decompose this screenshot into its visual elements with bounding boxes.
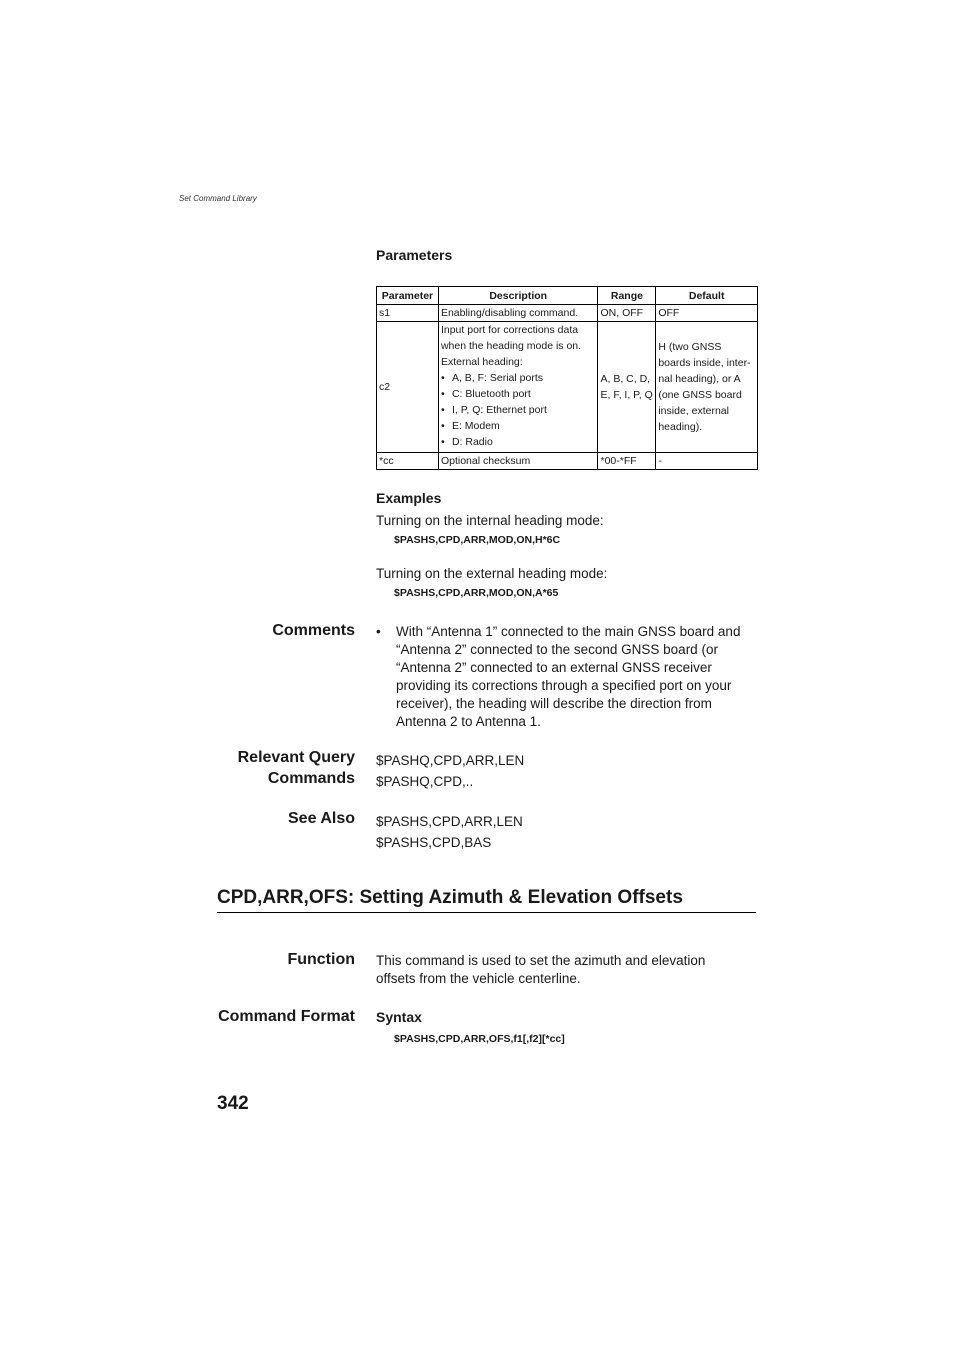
comment-line: Antenna 2 to Antenna 1.	[396, 714, 541, 729]
function-text	[376, 952, 756, 988]
table-row	[377, 305, 758, 322]
list-item: • C: Bluetooth port	[441, 386, 596, 402]
desc-line: External heading:	[440, 356, 523, 368]
page-number: 342	[217, 1093, 249, 1114]
comments-heading: Comments	[272, 622, 355, 639]
function-line: offsets from the vehicle centerline.	[376, 971, 581, 986]
function-line: This command is used to set the azimuth and elevation	[376, 953, 706, 968]
table-header-row	[377, 287, 758, 305]
range-cell	[598, 322, 656, 453]
param-cell: c2	[377, 322, 439, 453]
desc-cell	[438, 322, 598, 453]
default-line: H (two GNSS	[658, 341, 722, 353]
relevant-query-heading-line: Relevant Query	[237, 749, 355, 766]
list-item: • E: Modem	[441, 418, 596, 434]
example-text: Turning on the external heading mode:	[376, 566, 608, 581]
section-title: CPD,ARR,OFS: Setting Azimuth & Elevation Offsets	[217, 887, 756, 913]
default-line: boards inside, inter-	[658, 357, 751, 369]
see-also-list	[376, 811, 523, 853]
comment-text	[396, 623, 766, 731]
relevant-query-heading-line: Commands	[267, 770, 355, 787]
command-format-heading: Command Format	[218, 1008, 355, 1025]
list-item: $PASHQ,CPD,..	[376, 774, 474, 789]
range-line: E, F, I, P, Q	[600, 389, 653, 401]
see-also-heading: See Also	[288, 810, 355, 827]
desc-cell: Enabling/disabling command.	[438, 305, 598, 322]
parameters-table	[376, 286, 758, 470]
list-item: • I, P, Q: Ethernet port	[441, 402, 596, 418]
desc-cell: Optional checksum	[438, 453, 598, 470]
relevant-query-list	[376, 750, 524, 792]
examples-heading: Examples	[376, 490, 442, 506]
list-item: • A, B, F: Serial ports	[441, 370, 596, 386]
table-row	[377, 453, 758, 470]
port-list	[441, 370, 596, 450]
table-row	[377, 322, 758, 453]
desc-line: Input port for corrections data	[440, 324, 579, 336]
function-heading: Function	[287, 951, 355, 968]
column-header: Description	[438, 287, 598, 305]
example-code: $PASHS,CPD,ARR,MOD,ON,A*65	[394, 587, 559, 599]
syntax-code: $PASHS,CPD,ARR,OFS,f1[,f2][*cc]	[394, 1033, 565, 1045]
comment-line: “Antenna 2” connected to an external GNSS receiver	[396, 660, 712, 675]
param-cell: s1	[377, 305, 439, 322]
comment-line: providing its corrections through a specified port on your	[396, 678, 732, 693]
comment-line: “Antenna 2” connected to the second GNSS board (or	[396, 642, 718, 657]
relevant-query-heading	[175, 747, 355, 789]
comment-line: receiver), the heading will describe the direction from	[396, 696, 712, 711]
range-line: A, B, C, D,	[600, 373, 651, 385]
list-item: • D: Radio	[441, 434, 596, 450]
running-header: Set Command Library	[179, 194, 257, 203]
default-cell	[656, 322, 758, 453]
default-line: (one GNSS board	[658, 389, 742, 401]
parameters-heading: Parameters	[376, 247, 453, 263]
comment-line: With “Antenna 1” connected to the main GNSS board and	[396, 624, 741, 639]
default-line: inside, external	[658, 405, 729, 417]
example-text: Turning on the internal heading mode:	[376, 513, 604, 528]
default-cell: -	[656, 453, 758, 470]
column-header: Default	[656, 287, 758, 305]
list-item: $PASHS,CPD,BAS	[376, 835, 492, 850]
column-header: Parameter	[377, 287, 439, 305]
range-cell: ON, OFF	[598, 305, 656, 322]
param-cell: *cc	[377, 453, 439, 470]
syntax-heading: Syntax	[376, 1009, 422, 1025]
list-item: $PASHS,CPD,ARR,LEN	[376, 814, 523, 829]
default-line: heading).	[658, 421, 703, 433]
range-cell: *00-*FF	[598, 453, 656, 470]
comment-bullet: •	[376, 624, 381, 639]
default-line: nal heading), or A	[658, 373, 741, 385]
desc-line: when the heading mode is on.	[440, 340, 582, 352]
column-header: Range	[598, 287, 656, 305]
example-code: $PASHS,CPD,ARR,MOD,ON,H*6C	[394, 534, 561, 546]
list-item: $PASHQ,CPD,ARR,LEN	[376, 753, 525, 768]
default-cell: OFF	[656, 305, 758, 322]
